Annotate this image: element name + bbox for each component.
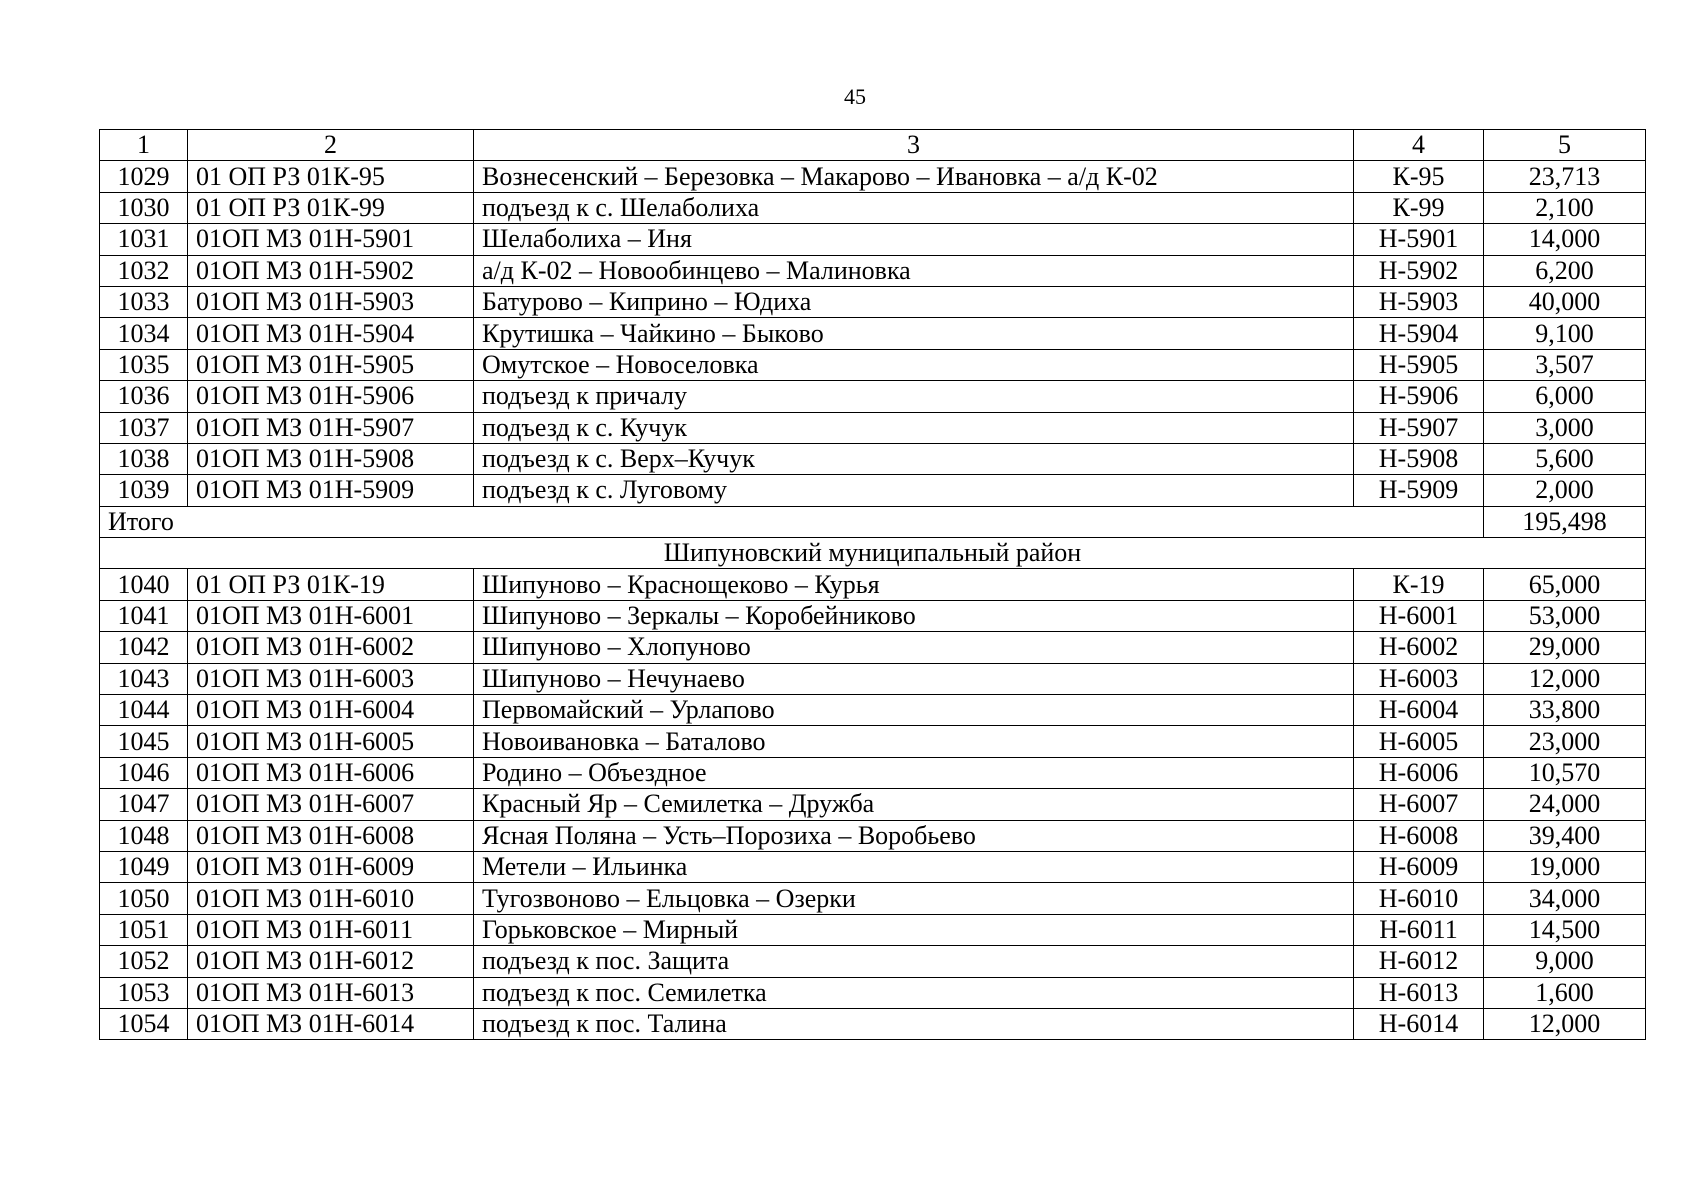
- road-length-cell: 5,600: [1484, 443, 1646, 474]
- row-number-cell: 1041: [100, 600, 188, 631]
- table-row: [100, 789, 1646, 820]
- total-label: Итого: [100, 506, 1484, 537]
- road-code-cell: 01ОП МЗ 01Н-6007: [188, 789, 474, 820]
- table-row: [100, 224, 1646, 255]
- road-name-cell: подъезд к с. Кучук: [474, 412, 1354, 443]
- road-length-cell: 24,000: [1484, 789, 1646, 820]
- column-header: 5: [1484, 130, 1646, 161]
- table-row: [100, 1008, 1646, 1039]
- road-code-cell: 01ОП МЗ 01Н-5903: [188, 286, 474, 317]
- road-length-cell: 14,500: [1484, 914, 1646, 945]
- road-index-cell: К-95: [1354, 161, 1484, 192]
- road-name-cell: Шелаболиха – Иня: [474, 224, 1354, 255]
- road-length-cell: 34,000: [1484, 883, 1646, 914]
- road-index-cell: Н-6004: [1354, 695, 1484, 726]
- road-index-cell: Н-6005: [1354, 726, 1484, 757]
- road-code-cell: 01ОП МЗ 01Н-6009: [188, 851, 474, 882]
- table-row: [100, 632, 1646, 663]
- road-code-cell: 01ОП МЗ 01Н-5904: [188, 318, 474, 349]
- table-row: [100, 757, 1646, 788]
- row-number-cell: 1043: [100, 663, 188, 694]
- road-length-cell: 6,000: [1484, 381, 1646, 412]
- road-name-cell: Крутишка – Чайкино – Быково: [474, 318, 1354, 349]
- table-row: [100, 381, 1646, 412]
- road-name-cell: Шипуново – Нечунаево: [474, 663, 1354, 694]
- road-length-cell: 33,800: [1484, 695, 1646, 726]
- road-name-cell: Батурово – Киприно – Юдиха: [474, 286, 1354, 317]
- row-number-cell: 1049: [100, 851, 188, 882]
- row-number-cell: 1040: [100, 569, 188, 600]
- road-index-cell: К-19: [1354, 569, 1484, 600]
- column-header: 4: [1354, 130, 1484, 161]
- road-name-cell: а/д К-02 – Новообинцево – Малиновка: [474, 255, 1354, 286]
- table-row: [100, 851, 1646, 882]
- district-heading-row: [100, 538, 1646, 569]
- road-length-cell: 12,000: [1484, 663, 1646, 694]
- table-header-row: [100, 130, 1646, 161]
- column-header: 3: [474, 130, 1354, 161]
- district-title: Шипуновский муниципальный район: [100, 538, 1646, 569]
- road-name-cell: Новоивановка – Баталово: [474, 726, 1354, 757]
- table-row: [100, 443, 1646, 474]
- road-code-cell: 01ОП МЗ 01Н-5902: [188, 255, 474, 286]
- row-number-cell: 1054: [100, 1008, 188, 1039]
- table-row: [100, 600, 1646, 631]
- road-index-cell: Н-6009: [1354, 851, 1484, 882]
- road-name-cell: Тугозвоново – Ельцовка – Озерки: [474, 883, 1354, 914]
- road-code-cell: 01ОП МЗ 01Н-5905: [188, 349, 474, 380]
- row-number-cell: 1033: [100, 286, 188, 317]
- road-name-cell: Красный Яр – Семилетка – Дружба: [474, 789, 1354, 820]
- road-length-cell: 2,000: [1484, 475, 1646, 506]
- road-length-cell: 14,000: [1484, 224, 1646, 255]
- road-index-cell: Н-5906: [1354, 381, 1484, 412]
- road-index-cell: Н-5908: [1354, 443, 1484, 474]
- table-row: [100, 286, 1646, 317]
- total-value: 195,498: [1484, 506, 1646, 537]
- table-row: [100, 946, 1646, 977]
- row-number-cell: 1036: [100, 381, 188, 412]
- table-row: [100, 475, 1646, 506]
- road-name-cell: Метели – Ильинка: [474, 851, 1354, 882]
- road-name-cell: подъезд к причалу: [474, 381, 1354, 412]
- table-row: [100, 695, 1646, 726]
- road-length-cell: 23,713: [1484, 161, 1646, 192]
- road-name-cell: подъезд к с. Верх–Кучук: [474, 443, 1354, 474]
- road-length-cell: 39,400: [1484, 820, 1646, 851]
- table-row: [100, 255, 1646, 286]
- table-row: [100, 192, 1646, 223]
- road-code-cell: 01ОП МЗ 01Н-6011: [188, 914, 474, 945]
- table-row: [100, 349, 1646, 380]
- row-number-cell: 1050: [100, 883, 188, 914]
- road-index-cell: Н-5907: [1354, 412, 1484, 443]
- row-number-cell: 1032: [100, 255, 188, 286]
- table-row: [100, 161, 1646, 192]
- road-name-cell: Шипуново – Хлопуново: [474, 632, 1354, 663]
- road-length-cell: 23,000: [1484, 726, 1646, 757]
- road-code-cell: 01ОП МЗ 01Н-6001: [188, 600, 474, 631]
- road-code-cell: 01ОП МЗ 01Н-6005: [188, 726, 474, 757]
- table-row: [100, 977, 1646, 1008]
- road-name-cell: подъезд к с. Луговому: [474, 475, 1354, 506]
- road-length-cell: 6,200: [1484, 255, 1646, 286]
- road-code-cell: 01ОП МЗ 01Н-6004: [188, 695, 474, 726]
- road-code-cell: 01ОП МЗ 01Н-6008: [188, 820, 474, 851]
- road-code-cell: 01ОП МЗ 01Н-5907: [188, 412, 474, 443]
- row-number-cell: 1045: [100, 726, 188, 757]
- table-row: [100, 569, 1646, 600]
- road-code-cell: 01ОП МЗ 01Н-5909: [188, 475, 474, 506]
- row-number-cell: 1053: [100, 977, 188, 1008]
- road-code-cell: 01ОП МЗ 01Н-6013: [188, 977, 474, 1008]
- road-length-cell: 3,000: [1484, 412, 1646, 443]
- road-code-cell: 01ОП МЗ 01Н-6006: [188, 757, 474, 788]
- road-code-cell: 01 ОП РЗ 01К-19: [188, 569, 474, 600]
- row-number-cell: 1037: [100, 412, 188, 443]
- road-index-cell: Н-5909: [1354, 475, 1484, 506]
- road-index-cell: Н-6014: [1354, 1008, 1484, 1039]
- road-index-cell: Н-6001: [1354, 600, 1484, 631]
- road-name-cell: Родино – Объездное: [474, 757, 1354, 788]
- road-code-cell: 01 ОП РЗ 01К-99: [188, 192, 474, 223]
- road-length-cell: 40,000: [1484, 286, 1646, 317]
- table-row: [100, 726, 1646, 757]
- road-name-cell: подъезд к пос. Семилетка: [474, 977, 1354, 1008]
- row-number-cell: 1044: [100, 695, 188, 726]
- road-index-cell: Н-6002: [1354, 632, 1484, 663]
- road-length-cell: 9,000: [1484, 946, 1646, 977]
- road-index-cell: Н-5901: [1354, 224, 1484, 255]
- road-length-cell: 65,000: [1484, 569, 1646, 600]
- road-code-cell: 01ОП МЗ 01Н-5908: [188, 443, 474, 474]
- road-index-cell: Н-6003: [1354, 663, 1484, 694]
- page-number: 45: [844, 84, 866, 109]
- table-row: [100, 820, 1646, 851]
- road-index-cell: Н-6008: [1354, 820, 1484, 851]
- column-header: 2: [188, 130, 474, 161]
- row-number-cell: 1052: [100, 946, 188, 977]
- road-name-cell: подъезд к пос. Защита: [474, 946, 1354, 977]
- row-number-cell: 1035: [100, 349, 188, 380]
- table-body: [100, 130, 1646, 1040]
- road-length-cell: 3,507: [1484, 349, 1646, 380]
- roads-table: [99, 129, 1646, 1040]
- table-row: [100, 883, 1646, 914]
- road-code-cell: 01 ОП РЗ 01К-95: [188, 161, 474, 192]
- road-index-cell: Н-6007: [1354, 789, 1484, 820]
- row-number-cell: 1051: [100, 914, 188, 945]
- road-length-cell: 1,600: [1484, 977, 1646, 1008]
- road-name-cell: Вознесенский – Березовка – Макарово – Ивановка – а/д К-02: [474, 161, 1354, 192]
- road-index-cell: Н-5905: [1354, 349, 1484, 380]
- road-code-cell: 01ОП МЗ 01Н-6003: [188, 663, 474, 694]
- road-index-cell: Н-6011: [1354, 914, 1484, 945]
- road-index-cell: Н-5903: [1354, 286, 1484, 317]
- table-row: [100, 412, 1646, 443]
- row-number-cell: 1039: [100, 475, 188, 506]
- road-length-cell: 12,000: [1484, 1008, 1646, 1039]
- table-row: [100, 914, 1646, 945]
- row-number-cell: 1030: [100, 192, 188, 223]
- road-index-cell: Н-6006: [1354, 757, 1484, 788]
- road-length-cell: 9,100: [1484, 318, 1646, 349]
- road-index-cell: Н-6010: [1354, 883, 1484, 914]
- row-number-cell: 1031: [100, 224, 188, 255]
- road-index-cell: К-99: [1354, 192, 1484, 223]
- road-name-cell: подъезд к пос. Талина: [474, 1008, 1354, 1039]
- row-number-cell: 1047: [100, 789, 188, 820]
- column-header: 1: [100, 130, 188, 161]
- road-name-cell: Ясная Поляна – Усть–Порозиха – Воробьево: [474, 820, 1354, 851]
- road-code-cell: 01ОП МЗ 01Н-5901: [188, 224, 474, 255]
- row-number-cell: 1042: [100, 632, 188, 663]
- road-code-cell: 01ОП МЗ 01Н-6002: [188, 632, 474, 663]
- road-index-cell: Н-5902: [1354, 255, 1484, 286]
- road-name-cell: Шипуново – Зеркалы – Коробейниково: [474, 600, 1354, 631]
- road-code-cell: 01ОП МЗ 01Н-6012: [188, 946, 474, 977]
- road-index-cell: Н-6012: [1354, 946, 1484, 977]
- road-name-cell: Омутское – Новоселовка: [474, 349, 1354, 380]
- row-number-cell: 1034: [100, 318, 188, 349]
- row-number-cell: 1048: [100, 820, 188, 851]
- road-index-cell: Н-6013: [1354, 977, 1484, 1008]
- road-length-cell: 53,000: [1484, 600, 1646, 631]
- row-number-cell: 1046: [100, 757, 188, 788]
- road-length-cell: 19,000: [1484, 851, 1646, 882]
- road-code-cell: 01ОП МЗ 01Н-5906: [188, 381, 474, 412]
- road-length-cell: 2,100: [1484, 192, 1646, 223]
- total-row: [100, 506, 1646, 537]
- road-length-cell: 10,570: [1484, 757, 1646, 788]
- row-number-cell: 1029: [100, 161, 188, 192]
- road-name-cell: Горьковское – Мирный: [474, 914, 1354, 945]
- table-row: [100, 318, 1646, 349]
- road-code-cell: 01ОП МЗ 01Н-6014: [188, 1008, 474, 1039]
- road-code-cell: 01ОП МЗ 01Н-6010: [188, 883, 474, 914]
- table-row: [100, 663, 1646, 694]
- road-name-cell: Первомайский – Урлапово: [474, 695, 1354, 726]
- road-length-cell: 29,000: [1484, 632, 1646, 663]
- road-index-cell: Н-5904: [1354, 318, 1484, 349]
- road-name-cell: Шипуново – Краснощеково – Курья: [474, 569, 1354, 600]
- road-name-cell: подъезд к с. Шелаболиха: [474, 192, 1354, 223]
- row-number-cell: 1038: [100, 443, 188, 474]
